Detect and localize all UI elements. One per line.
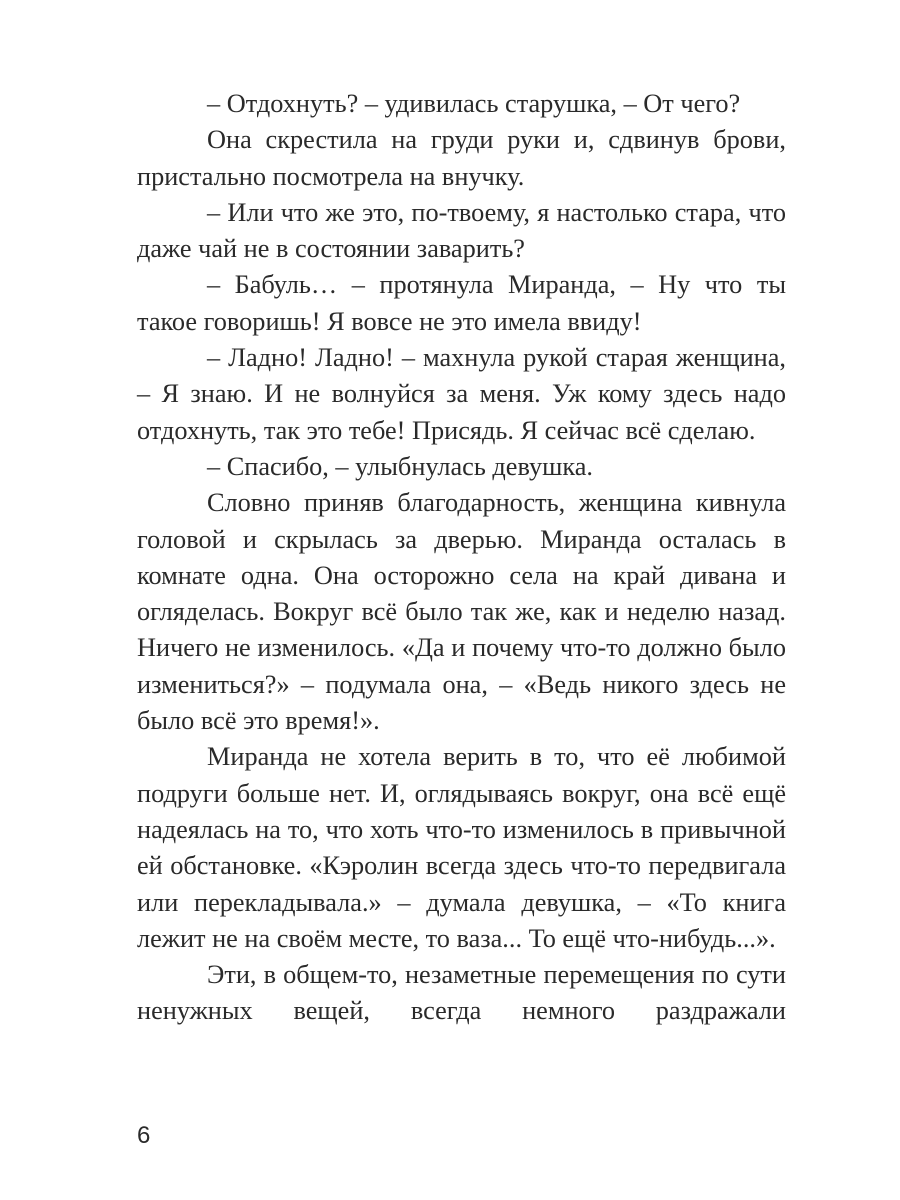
paragraph-2: Она скрестила на груди руки и, сдвинув брови, пристально посмотрела на внучку. bbox=[137, 125, 786, 191]
paragraph-1: – Отдохнуть? – удивилась старушка, – От чего? bbox=[207, 89, 741, 118]
paragraph-3: – Или что же это, по-твоему, я настолько стара, что даже чай не в состоянии заварить? bbox=[137, 197, 786, 264]
page-number: 6 bbox=[137, 1122, 151, 1149]
paragraph-6: – Спасибо, – улыбнулась девушка. bbox=[207, 451, 594, 481]
paragraph-5: – Ладно! Ладно! – махнула рукой старая женщина, – Я знаю. И не волнуйся за меня. Уж кому здесь надо отдохнуть, так это тебе! Присядь. Я сейчас всё сделаю. bbox=[137, 343, 786, 445]
paragraph-9: Эти, в общем-то, незаметные перемещения по сути ненужных вещей, всегда немного раздражали bbox=[137, 960, 786, 1026]
paragraph-7: Словно приняв благодарность, женщина кивнула головой и скрылась за дверью. Миранда осталась в комнате одна. Она осторожно села на край дивана и огляделась. Вокруг всё было так же, как и неделю назад. Ничего не изменилось. «Да и почему что-то должно было измениться?» – подумала она, – «Ведь никого здесь не было всё это время!». bbox=[137, 488, 786, 736]
paragraph-4: – Бабуль… – протянула Миранда, – Ну что ты такое говоришь! Я вовсе не это имела ввиду! bbox=[137, 270, 786, 336]
body-text bbox=[137, 86, 786, 1030]
paragraph-8: Миранда не хотела верить в то, что её любимой подруги больше нет. И, оглядываясь вокруг, она всё ещё надеялась на то, что хоть что-то изменилось в привычной ей обстановке. «Кэролин всегда здесь что-то передвигала или перекладывала.» – думала девушка, – «То книга лежит не на своём месте, то ваза... То ещё что-нибудь...». bbox=[137, 742, 786, 953]
